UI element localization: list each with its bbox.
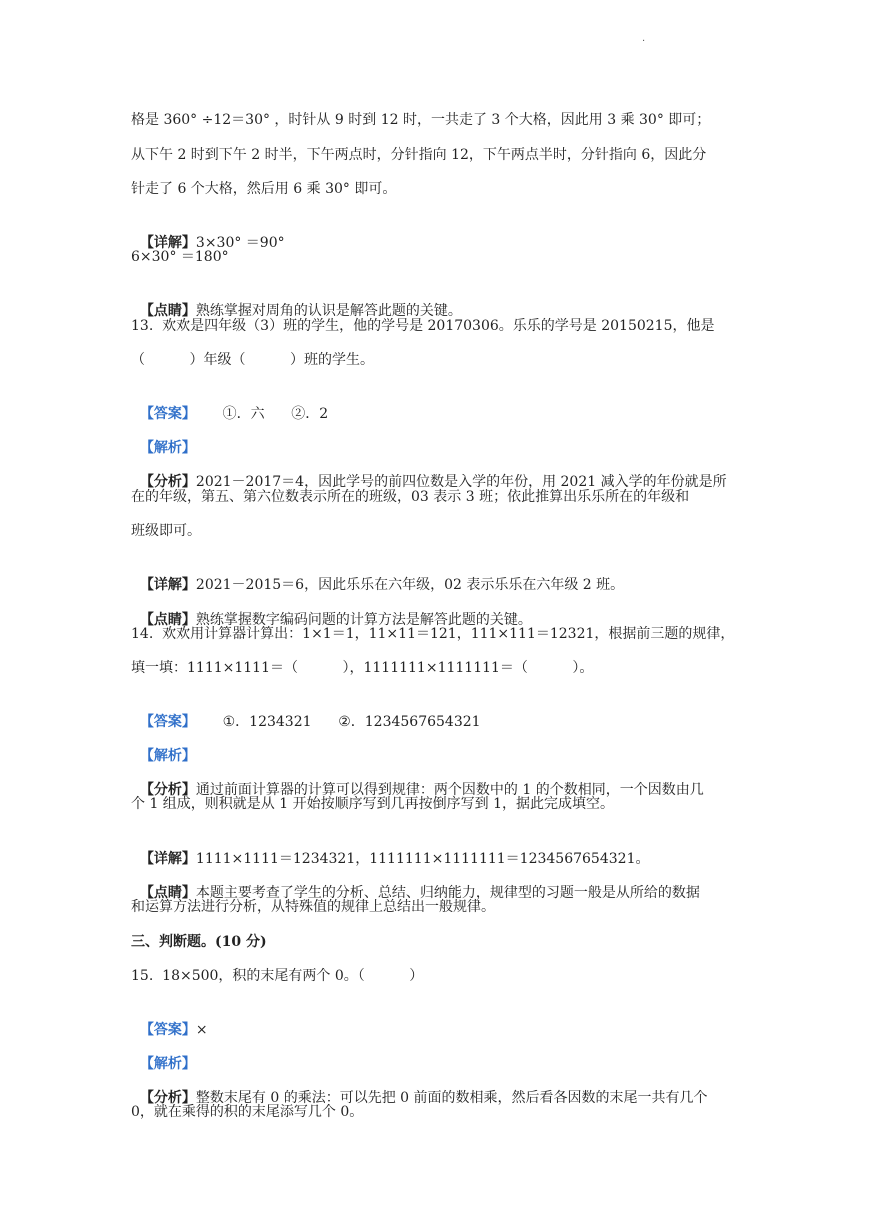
analysis-detail-tag: 【分析】 bbox=[139, 474, 196, 490]
answer-text: ①．六 ②．2 bbox=[195, 406, 329, 422]
analysis-detail-line bbox=[131, 452, 727, 492]
analysis-detail-text: 整数末尾有 0 的乘法：可以先把 0 前面的数相乘，然后看各因数的末尾一共有几个 bbox=[195, 1090, 708, 1106]
section-heading: 三、判断题。(10 分) bbox=[131, 934, 267, 950]
text-line: 和运算方法进行分析，从特殊值的规律上总结出一般规律。 bbox=[131, 899, 495, 915]
text-line: 0，就在乘得的积的末尾添写几个 0。 bbox=[131, 1104, 364, 1120]
question-15: 15. 18×500，积的末尾有两个 0。（ ） bbox=[131, 968, 424, 984]
text-line: 格是 360° ÷12＝30° ，时针从 9 时到 12 时，一共走了 3 个大格，因此用 3 乘 30° 即可； bbox=[131, 112, 711, 128]
remark-text: 熟练掌握对周角的认识是解答此题的关键。 bbox=[195, 303, 462, 319]
remark-line bbox=[131, 281, 462, 321]
analysis-tag: 【解析】 bbox=[139, 1056, 196, 1072]
detail-line bbox=[131, 555, 624, 595]
detail-text: 2021－2015＝6，因此乐乐在六年级，02 表示乐乐在六年级 2 班。 bbox=[195, 577, 625, 593]
analysis-tag: 【解析】 bbox=[139, 440, 196, 456]
detail-tag: 【详解】 bbox=[139, 235, 196, 251]
page-marker: . bbox=[642, 33, 646, 44]
text-line: 针走了 6 个大格，然后用 6 乘 30° 即可。 bbox=[131, 181, 397, 197]
question-13-blanks: （ ）年级（ ）班的学生。 bbox=[131, 352, 375, 368]
question-13: 13. 欢欢是四年级（3）班的学生，他的学号是 20170306。乐乐的学号是 20150215，他是 bbox=[131, 318, 715, 334]
remark-tag: 【点睛】 bbox=[139, 303, 196, 319]
text-line: 在的年级，第五、第六位数表示所在的班级，03 表示 3 班；依此推算出乐乐所在的年级和 bbox=[131, 489, 690, 505]
text-line: 从下午 2 时到下午 2 时半，下午两点时，分针指向 12，下午两点半时，分针指向 6，因此分 bbox=[131, 147, 707, 163]
remark-tag: 【点睛】 bbox=[139, 612, 196, 628]
detail-text: 1111×1111＝1234321，1111111×1111111＝1234567654321。 bbox=[195, 851, 650, 867]
text-line: 个 1 组成，则积就是从 1 开始按顺序写到几再按倒序写到 1，据此完成填空。 bbox=[131, 796, 614, 812]
answer-text: ①．1234321 ②．1234567654321 bbox=[195, 714, 481, 730]
detail-tag: 【详解】 bbox=[139, 851, 196, 867]
analysis-tag: 【解析】 bbox=[139, 748, 196, 764]
answer-tag: 【答案】 bbox=[139, 406, 196, 422]
detail-text: 3×30° ＝90° bbox=[195, 235, 285, 251]
remark-text: 熟练掌握数字编码问题的计算方法是解答此题的关键。 bbox=[195, 612, 532, 628]
detail-tag: 【详解】 bbox=[139, 577, 196, 593]
remark-tag: 【点睛】 bbox=[139, 885, 196, 901]
remark-text: 本题主要考查了学生的分析、总结、归纳能力，规律型的习题一般是从所给的数据 bbox=[195, 885, 700, 901]
answer-text: × bbox=[195, 1022, 208, 1038]
analysis-detail-tag: 【分析】 bbox=[139, 782, 196, 798]
text-line: 班级即可。 bbox=[131, 523, 201, 539]
answer-tag: 【答案】 bbox=[139, 714, 196, 730]
answer-tag: 【答案】 bbox=[139, 1022, 196, 1038]
question-14: 14. 欢欢用计算器计算出：1×1＝1，11×11＝121，111×111＝12321，根据前三题的规律， bbox=[131, 626, 735, 642]
question-14-blanks: 填一填：1111×1111＝（ ），1111111×1111111＝（ ）。 bbox=[131, 660, 594, 676]
analysis-detail-text: 2021－2017＝4，因此学号的前四位数是入学的年份，用 2021 减入学的年份就是所 bbox=[195, 474, 727, 490]
text-line: 6×30° ＝180° bbox=[131, 249, 229, 265]
analysis-detail-tag: 【分析】 bbox=[139, 1090, 196, 1106]
analysis-detail-text: 通过前面计算器的计算可以得到规律：两个因数中的 1 的个数相同，一个因数由几 bbox=[195, 782, 704, 798]
